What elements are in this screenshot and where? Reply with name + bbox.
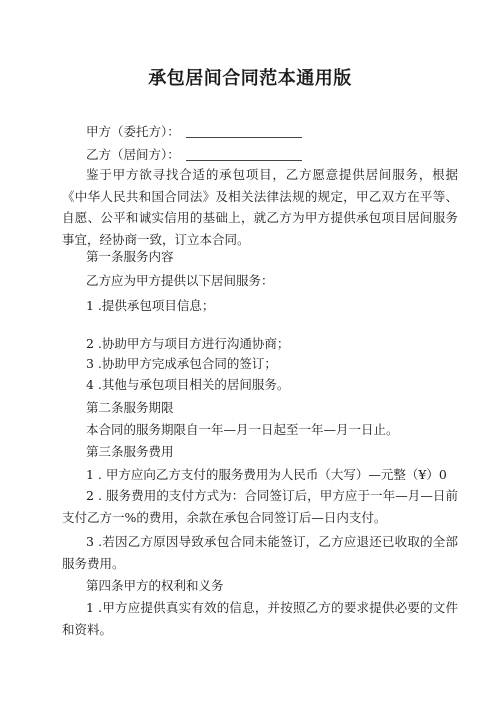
party-a-line [86, 123, 302, 141]
article3-title: 第三条服务费用 [86, 444, 174, 459]
article1-item-3: 3 .协助甲方完成承包合同的签订； [86, 356, 277, 371]
article1-intro: 乙方应为甲方提供以下居间服务： [86, 273, 274, 288]
party-a-label: 甲方（委托方）： [86, 124, 180, 139]
party-b-blank [186, 148, 302, 161]
party-a-blank [186, 125, 302, 138]
article2-title: 第二条服务期限 [86, 400, 174, 415]
page-title: 承包居间合同范本通用版 [148, 68, 352, 89]
article1-item-4: 4 .其他与承包项目相关的居间服务。 [86, 377, 290, 392]
article4-item-1: 1 .甲方应提供真实有效的信息，并按照乙方的要求提供必要的文件和资料。 [62, 600, 458, 637]
article1-item-2: 2 .协助甲方与项目方进行沟通协商； [86, 336, 290, 351]
preamble-paragraph: 鉴于甲方欲寻找合适的承包项目，乙方愿意提供居间服务，根据《中华人民共和国合同法》及相关法律法规的规定，甲乙双方在平等、自愿、公平和诚实信用的基础上，就乙方为甲方提供承包项目居间服务事宜，经协商一致，订立本合同。 [62, 167, 458, 247]
article1-title: 第一条服务内容 [86, 249, 174, 264]
party-b-label: 乙方（居间方）： [86, 147, 180, 162]
article1-item-1: 1 .提供承包项目信息； [86, 298, 215, 313]
article3-item-3: 3 .若因乙方原因导致承包合同未能签订，乙方应退还已收取的全部服务费用。 [62, 534, 458, 571]
article2-text: 本合同的服务期限自一年—月一日起至一年—月一日止。 [86, 422, 399, 437]
article3-item-2: 2 . 服务费用的支付方式为：合同签订后，甲方应于一年—月—日前支付乙方一%的费用，余款在承包合同签订后—日内支付。 [62, 488, 458, 525]
article3-item-1: 1 . 甲方应向乙方支付的服务费用为人民币（大写）—元整（¥）0 [86, 467, 447, 482]
article4-title: 第四条甲方的权利和义务 [86, 578, 224, 593]
party-b-line [86, 146, 302, 164]
